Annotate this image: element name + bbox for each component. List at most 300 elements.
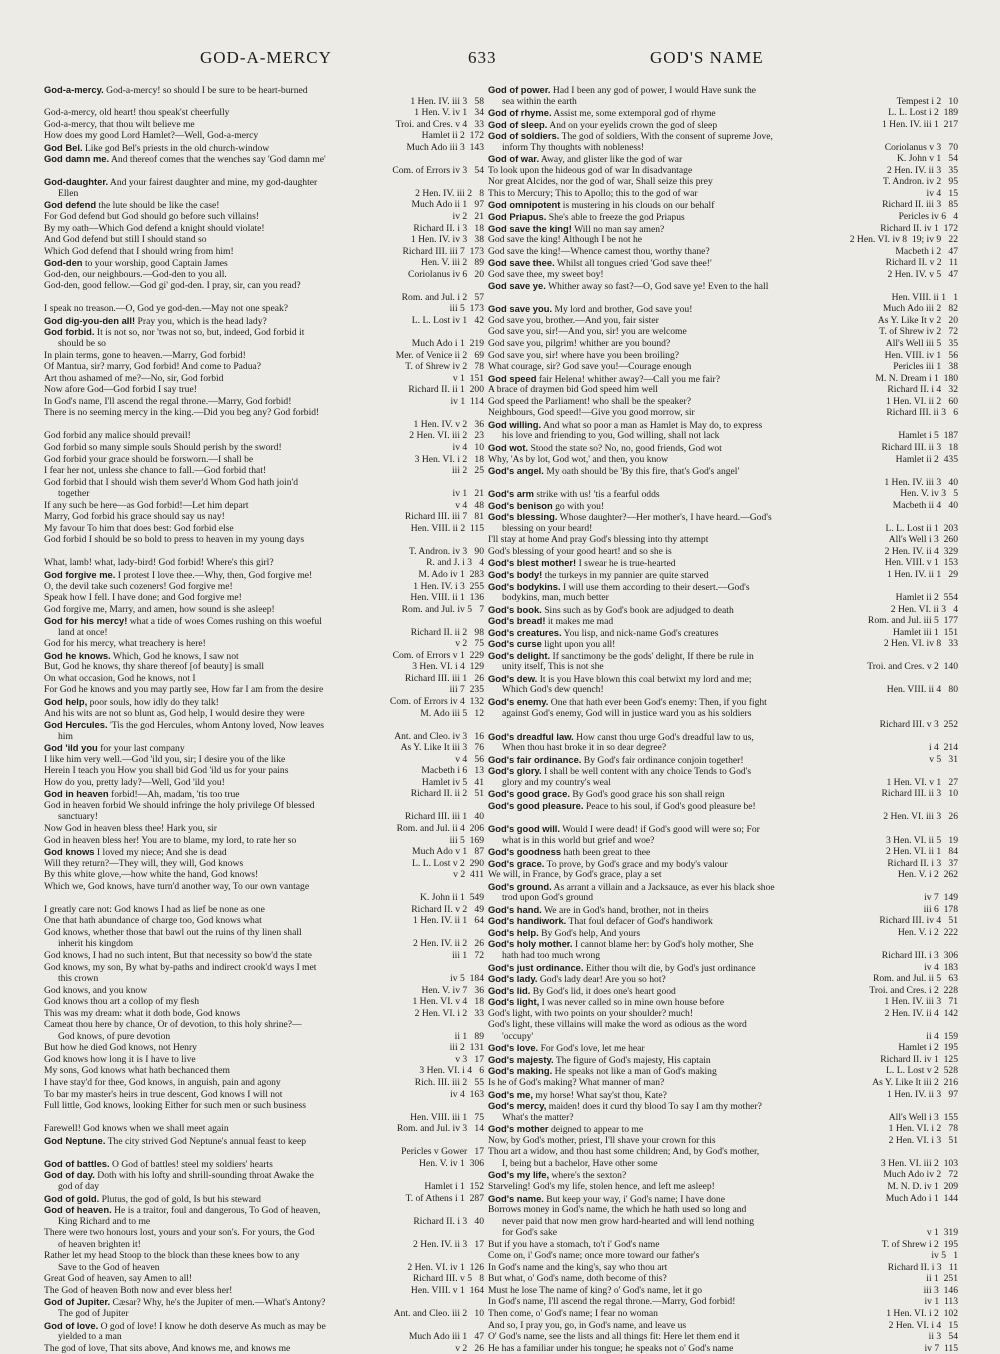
citation: v 1 151 xyxy=(452,372,484,384)
entry-text xyxy=(44,303,288,315)
quotation: the lute should be like the case! xyxy=(96,200,220,212)
entry-line xyxy=(44,754,484,766)
citation: v 4 48 xyxy=(455,499,484,511)
entry-line xyxy=(488,246,958,258)
entry-text xyxy=(44,523,234,535)
quotation: God forbid that I should wish them sever'd Whom God hath join'd xyxy=(44,476,299,488)
entry-line xyxy=(44,904,484,916)
entry-text xyxy=(44,1019,302,1031)
entry-text xyxy=(44,835,296,847)
entry-text xyxy=(44,1204,320,1216)
entry-line xyxy=(488,454,958,466)
entry-line xyxy=(488,1331,958,1343)
entry-text xyxy=(488,1042,645,1054)
quotation: But, God he knows, thy share thereof [of beauty] is small xyxy=(44,661,265,673)
quotation: together xyxy=(58,488,90,500)
citation: 1 Hen. IV. iii 3 40 xyxy=(884,476,958,488)
citation: Richard II. i 3 11 xyxy=(887,1261,958,1273)
entry-text xyxy=(44,962,316,974)
quotation: God's light, these villains will make the word as odious as the word xyxy=(488,1019,747,1031)
quotation: In God's name, I'll ascend the regal throne.—Marry, God forbid! xyxy=(44,395,292,407)
entry-line xyxy=(488,927,958,939)
entry-text xyxy=(44,407,319,419)
entry-line xyxy=(488,719,958,731)
entry-line xyxy=(44,84,484,96)
entry-text xyxy=(44,246,234,258)
entry-text xyxy=(44,1343,290,1354)
entry-line xyxy=(44,950,484,962)
quotation: The God of heaven Both now and ever bless her! xyxy=(44,1284,233,1296)
quotation: One that hath abundance of charge too, God knows what xyxy=(44,915,262,927)
quotation: God knows, I had no such intent, But that necessity so bow'd the state xyxy=(44,950,312,962)
entry-line xyxy=(44,973,484,985)
entry-text xyxy=(44,477,298,489)
quotation: The figure of God's majesty, His captain xyxy=(553,1054,711,1066)
citation: 1 Hen. IV. ii 1 64 xyxy=(413,915,484,927)
headword: God's good grace. xyxy=(488,788,570,800)
quotation: My favour To him that does best: God forbid else xyxy=(44,522,234,534)
entry-text xyxy=(488,488,660,500)
quotation: Must he lose The name of king? o' God's name, let it go xyxy=(488,1284,703,1296)
page-number: 633 xyxy=(468,48,497,67)
citation: 2 Hen. VI. iv 8 33 xyxy=(883,638,958,650)
entry-line xyxy=(44,1308,484,1320)
headword: God's holy mother. xyxy=(488,938,573,950)
entry-text xyxy=(488,754,744,766)
headword: God's dew. xyxy=(488,672,538,684)
headword: God-a-mercy. xyxy=(44,84,104,95)
quotation: Which God's dew quench! xyxy=(502,684,604,696)
citation: K. John ii 1 549 xyxy=(420,892,484,904)
quotation: My sons, God knows what hath bechanced them xyxy=(44,1065,230,1077)
citation: Rom. and Jul. iii 5 177 xyxy=(867,615,958,627)
citation: iv 1 21 xyxy=(452,488,484,500)
headword: God's body! xyxy=(488,568,543,580)
headword: God wot. xyxy=(488,441,529,453)
entry-text xyxy=(488,246,710,258)
quotation: Speak how I fell. I have done; and God forgive me! xyxy=(44,592,242,604)
quotation: Now, by God's mother, priest, I'll shave your crown for this xyxy=(488,1134,716,1146)
citation: Hen. V. iii 2 89 xyxy=(420,257,484,269)
entry-line xyxy=(44,627,484,639)
entry-text xyxy=(44,592,242,604)
quotation: But keep your way, i' God's name; I have done xyxy=(543,1193,725,1205)
citation: Ant. and Cleo. iii 2 10 xyxy=(393,1307,484,1319)
headword: God's lady. xyxy=(488,973,538,985)
entry-text xyxy=(488,303,692,315)
citation: Richard II. iv 1 125 xyxy=(880,1053,958,1065)
entry-line xyxy=(488,684,958,696)
entry-line xyxy=(488,846,958,858)
quotation: Cameat thou here by chance, Or of devotion, to this holy shrine?— xyxy=(44,1019,302,1031)
entry-line xyxy=(44,788,484,800)
entry-line xyxy=(44,315,484,327)
entry-line xyxy=(488,1204,958,1216)
entry-line xyxy=(44,350,484,362)
entry-line xyxy=(488,1077,958,1089)
quotation: There were two honours lost, yours and your son's. For yours, the God xyxy=(44,1227,315,1239)
entry-line xyxy=(488,1239,958,1251)
headword: God Priapus. xyxy=(488,211,547,223)
citation: 2 Hen. IV. ii 4 329 xyxy=(884,545,958,557)
quotation: yielded to a man xyxy=(58,1331,122,1343)
headword: God's blest mother! xyxy=(488,557,577,569)
citation: 1 Hen. IV. ii 1 29 xyxy=(887,568,958,580)
quotation: God save you, brother.—And you, fair sister xyxy=(488,314,659,326)
entry-text xyxy=(488,673,752,685)
entry-text xyxy=(502,1112,574,1124)
quotation: to your worship, good Captain James xyxy=(82,258,228,269)
entry-line xyxy=(44,777,484,789)
entry-line xyxy=(44,927,484,939)
citation: Hen. V. i 2 262 xyxy=(897,869,958,881)
headword: God save ye. xyxy=(488,280,546,292)
citation: v 2 26 xyxy=(455,1342,484,1354)
citation: M. Ado iii 5 12 xyxy=(420,707,484,719)
citation: ii 4 159 xyxy=(926,1030,958,1042)
citation: iv 4 183 xyxy=(924,961,958,973)
headword: God of soldiers. xyxy=(488,130,560,142)
headword: God's enemy. xyxy=(488,695,549,707)
entry-line xyxy=(44,1008,484,1020)
entry-text xyxy=(488,338,670,350)
entry-text xyxy=(44,454,253,466)
citation: L. L. Lost ii 1 203 xyxy=(885,522,958,534)
quotation: God knows how long it is I have to live xyxy=(44,1053,196,1065)
entry-line xyxy=(44,488,484,500)
entry-line xyxy=(488,1042,958,1054)
entry-text xyxy=(488,373,720,385)
entry-text xyxy=(44,638,206,650)
entry-text xyxy=(488,454,668,466)
entry-text xyxy=(44,107,229,119)
citation: Hen. VIII. v 1 153 xyxy=(884,557,958,569)
quotation: forbid!—Ah, madam, 'tis too true xyxy=(108,789,240,800)
citation: Hamlet i 5 187 xyxy=(898,430,958,442)
entry-text xyxy=(44,742,185,754)
quotation: unity itself, This is not she xyxy=(502,661,604,673)
entry-text xyxy=(502,684,604,696)
running-head-right: GOD'S NAME xyxy=(650,48,764,67)
entry-text xyxy=(58,1331,122,1343)
entry-text xyxy=(488,800,756,812)
entry-line xyxy=(488,835,958,847)
headword: God-daughter. xyxy=(44,176,109,188)
entry-text xyxy=(488,407,695,419)
citation: Pericles v Gower 17 xyxy=(401,1146,484,1158)
headword: God-den xyxy=(44,257,83,269)
quotation: This to Mercury; This to Apollo; this to the god of war xyxy=(488,187,698,199)
entry-text xyxy=(44,280,301,292)
citation: Pericles iv 6 4 xyxy=(898,211,958,223)
quotation: Rather let my head Stoop to the block than these knees bow to any xyxy=(44,1250,300,1262)
entry-text xyxy=(44,581,233,593)
entry-text xyxy=(488,223,664,235)
entry-line xyxy=(44,1273,484,1285)
citation: R. and J. i 3 4 xyxy=(426,557,484,569)
quotation: Pray you, which is the head lady? xyxy=(135,315,267,327)
citation: iv 7 149 xyxy=(924,892,958,904)
citation: Much Ado i 1 144 xyxy=(885,1192,958,1204)
quotation: The god of Jupiter xyxy=(58,1307,129,1319)
quotation: God knows, my son, By what by-paths and indirect crook'd ways I met xyxy=(44,961,317,973)
quotation: God forbid I should be so bold to press to heaven in my young days xyxy=(44,534,305,546)
entry-line xyxy=(488,938,958,950)
entry-line xyxy=(488,234,958,246)
entry-line xyxy=(44,708,484,720)
entry-line xyxy=(44,985,484,997)
entry-line xyxy=(44,211,484,223)
quotation: hath been great to thee xyxy=(561,847,651,858)
quotation: In God's name and the king's, say who thou art xyxy=(488,1261,668,1273)
citation: 1 Hen. IV. iii 3 58 xyxy=(410,95,484,107)
entry-text xyxy=(44,684,323,696)
entry-text xyxy=(502,661,604,673)
entry-text xyxy=(44,430,191,442)
citation: 1 Hen. IV. ii 3 97 xyxy=(887,1088,958,1100)
entry-line xyxy=(488,1273,958,1285)
quotation: God in heaven bless her! You are to blame, my lord, to rate her so xyxy=(44,834,297,846)
entry-line xyxy=(488,788,958,800)
entry-line xyxy=(44,938,484,950)
entry-line xyxy=(44,280,484,292)
entry-line xyxy=(44,96,484,108)
entry-line xyxy=(44,1054,484,1066)
citation: L. L. Lost v 2 528 xyxy=(886,1065,958,1077)
entry-line xyxy=(488,84,958,96)
citation: Richard III. i 3 306 xyxy=(881,950,958,962)
entry-text xyxy=(44,1042,197,1054)
entry-text xyxy=(44,500,249,512)
headword: God's glory. xyxy=(488,765,542,777)
entry-text xyxy=(44,361,261,373)
entry-text xyxy=(488,1343,733,1354)
headword: God's good will. xyxy=(488,823,561,834)
citation: 1 Hen. V. iv 1 34 xyxy=(414,107,484,119)
citation: 2 Hen. IV. ii 3 35 xyxy=(887,164,958,176)
entry-text xyxy=(488,638,615,650)
entry-line xyxy=(44,384,484,396)
citation: Much Ado i 1 219 xyxy=(411,338,484,350)
citation: Troi. and Cres. v 2 140 xyxy=(867,661,958,673)
entry-line xyxy=(488,673,958,685)
entry-line xyxy=(44,800,484,812)
citation: Hen. V. iv 3 5 xyxy=(900,488,958,500)
entry-line xyxy=(488,1169,958,1181)
citation: v 2 411 xyxy=(453,869,484,881)
quotation: God save the king! Although I be not he xyxy=(488,234,643,246)
entry-line xyxy=(44,361,484,373)
entry-text xyxy=(44,557,274,569)
entry-line xyxy=(488,511,958,523)
entry-line xyxy=(44,269,484,281)
citation: Much Ado iii 1 47 xyxy=(408,1331,484,1343)
entry-line xyxy=(488,985,958,997)
quotation: I greatly care not: God knows I had as lief be none as one xyxy=(44,903,265,915)
citation: ii 1 89 xyxy=(454,1030,484,1042)
citation: 1 Hen. VI. ii 2 60 xyxy=(885,395,958,407)
entry-text xyxy=(44,604,275,616)
citation: Hen. V. i 2 222 xyxy=(897,926,958,938)
quotation: I shall be well content with any choice Tends to God's xyxy=(541,766,752,777)
entry-line xyxy=(44,604,484,616)
entry-text xyxy=(502,742,666,754)
citation: iv 5 1 xyxy=(931,1250,958,1262)
quotation: A brace of draymen bid God speed him well xyxy=(488,384,658,396)
citation: L. L. Lost v 2 290 xyxy=(412,857,484,869)
quotation: The god of love, That sits above, And knows me, and knows me xyxy=(44,1342,291,1354)
entry-line xyxy=(488,708,958,720)
entry-line xyxy=(488,350,958,362)
entry-text xyxy=(58,1216,150,1228)
citation: 1 Hen. IV. iii 1 217 xyxy=(881,118,958,130)
citation: Mer. of Venice ii 2 69 xyxy=(395,349,484,361)
citation: Hen. VIII. ii 1 1 xyxy=(891,291,958,303)
entry-line xyxy=(488,534,958,546)
quotation: 'occupy' xyxy=(502,1030,534,1042)
citation: Troi. and Cres. v 4 33 xyxy=(395,118,484,130)
quotation: of heaven brighten it! xyxy=(58,1238,141,1250)
entry-text xyxy=(44,823,217,835)
citation: iv 2 21 xyxy=(452,211,484,223)
quotation: In God's name, I'll ascend the regal throne.—Marry, God forbid! xyxy=(488,1296,736,1308)
headword: God Neptune. xyxy=(44,1134,106,1146)
entry-text xyxy=(44,754,285,766)
quotation: God for his mercy, what treachery is here! xyxy=(44,638,206,650)
entry-text xyxy=(502,892,593,904)
citation: L. L. Lost i 2 189 xyxy=(888,107,958,119)
entry-line xyxy=(44,1065,484,1077)
entry-line xyxy=(488,107,958,119)
entry-line xyxy=(488,1031,958,1043)
citation: v 2 75 xyxy=(455,638,484,650)
entry-text xyxy=(488,165,692,177)
entry-line xyxy=(488,892,958,904)
quotation: But how he died God knows, not Henry xyxy=(44,1042,197,1054)
entry-text xyxy=(488,176,713,188)
entry-line xyxy=(488,973,958,985)
entry-line xyxy=(44,869,484,881)
entry-line xyxy=(488,1296,958,1308)
entry-line xyxy=(488,569,958,581)
entry-line xyxy=(488,1308,958,1320)
entry-text xyxy=(488,1308,658,1320)
headword: God's handiwork. xyxy=(488,915,567,927)
headword: God defend xyxy=(44,199,97,211)
quotation: How does my good Lord Hamlet?—Well, God-a-mercy xyxy=(44,130,259,142)
citation: 2 Hen. IV. iii 2 8 xyxy=(415,187,484,199)
quotation: But what, o' God's name, doth become of this? xyxy=(488,1273,667,1285)
citation: T. of Shrew i 2 195 xyxy=(881,1238,958,1250)
entry-line xyxy=(488,1216,958,1228)
entry-text xyxy=(44,465,266,477)
quotation: In plain terms, gone to heaven.—Marry, God forbid! xyxy=(44,349,246,361)
entry-text xyxy=(488,569,709,581)
entry-line xyxy=(488,269,958,281)
entry-line xyxy=(488,1100,958,1112)
citation: Hen. V. iv 7 36 xyxy=(421,984,484,996)
entry-text xyxy=(44,223,265,235)
citation: 1 Hen. IV. iii 3 71 xyxy=(884,996,958,1008)
quotation: Sins such as by God's book are adjudged to death xyxy=(541,604,734,616)
entry-line xyxy=(488,292,958,304)
headword: God's benison xyxy=(488,499,553,511)
headword: God's dreadful law. xyxy=(488,730,574,742)
quotation: never paid that now men grow hard-hearted and will lend nothing xyxy=(502,1215,755,1227)
citation: Richard III. iii 7 81 xyxy=(404,511,484,523)
quotation: God forbid your grace should be forsworn.—I shall be xyxy=(44,453,254,465)
quotation: And thereof comes that the wenches say 'God damn me' xyxy=(109,154,326,165)
headword: God he knows. xyxy=(44,649,111,661)
entry-line xyxy=(44,1285,484,1297)
entry-text xyxy=(488,788,725,800)
quotation: inform Thy thoughts with nobleness! xyxy=(502,141,645,153)
entry-line xyxy=(488,523,958,535)
entry-text xyxy=(488,1204,746,1216)
citation: All's Well iii 5 35 xyxy=(885,338,958,350)
citation: Hen. VIII. iv 1 56 xyxy=(884,349,958,361)
entry-text xyxy=(44,858,243,870)
quotation: That foul defacer of God's handiwork xyxy=(566,916,713,927)
entry-text xyxy=(44,985,147,997)
entry-text xyxy=(44,1227,315,1239)
quotation: And on your eyelids crown the god of sleep xyxy=(547,119,718,131)
citation: i 4 214 xyxy=(928,742,958,754)
entry-text xyxy=(44,1285,232,1297)
entry-line xyxy=(488,1262,958,1274)
quotation: And so, I pray you, go, in God's name, and leave us xyxy=(488,1319,687,1331)
citation: iii 2 25 xyxy=(452,465,484,477)
entry-line xyxy=(44,1123,484,1135)
entry-line xyxy=(488,754,958,766)
entry-line xyxy=(44,1181,484,1193)
entry-line xyxy=(44,534,484,546)
quotation: When thou hast broke it in so dear degree? xyxy=(502,742,667,754)
entry-text xyxy=(44,1296,325,1308)
entry-text xyxy=(488,904,709,916)
quotation: Now God in heaven bless thee! Hark you, sir xyxy=(44,823,217,834)
quotation: I protest I love thee.—Why, then, God forgive me! xyxy=(115,569,313,581)
citation: M. Ado iv 1 283 xyxy=(418,568,484,580)
citation: 2 Hen. VI. iv 1 126 xyxy=(407,1261,484,1273)
citation: T. of Athens i 1 287 xyxy=(405,1192,484,1204)
entry-line xyxy=(488,904,958,916)
headword: God's help. xyxy=(488,926,539,938)
entry-text xyxy=(488,1331,740,1343)
quotation: bodykins, man, much better xyxy=(502,592,609,604)
citation: Com. of Errors iv 4 132 xyxy=(389,695,484,707)
entry-line xyxy=(488,407,958,419)
quotation: hath had too much wrong xyxy=(502,950,601,962)
entry-line xyxy=(44,673,484,685)
citation: Macbeth ii 4 40 xyxy=(892,499,958,511)
entry-line xyxy=(488,650,958,662)
quotation: King Richard and to me xyxy=(58,1215,151,1227)
citation: Richard II. iii 3 85 xyxy=(882,199,958,211)
entry-text xyxy=(488,269,604,281)
headword: God help, xyxy=(44,695,88,707)
quotation: This was my dream: what it doth bode, God knows xyxy=(44,1007,241,1019)
quotation: God forgive me, Marry, and amen, how sound is she asleep! xyxy=(44,603,275,615)
entry-text xyxy=(44,1089,282,1101)
citation: Macbeth i 2 47 xyxy=(895,245,958,257)
entry-text xyxy=(44,269,227,281)
citation: 1 Hen. VI. v 4 18 xyxy=(412,996,484,1008)
entry-text xyxy=(44,869,258,881)
quotation: land at once! xyxy=(58,626,108,638)
headword: God's name. xyxy=(488,1192,544,1204)
citation: Rom. and Jul. ii 4 206 xyxy=(396,823,484,834)
